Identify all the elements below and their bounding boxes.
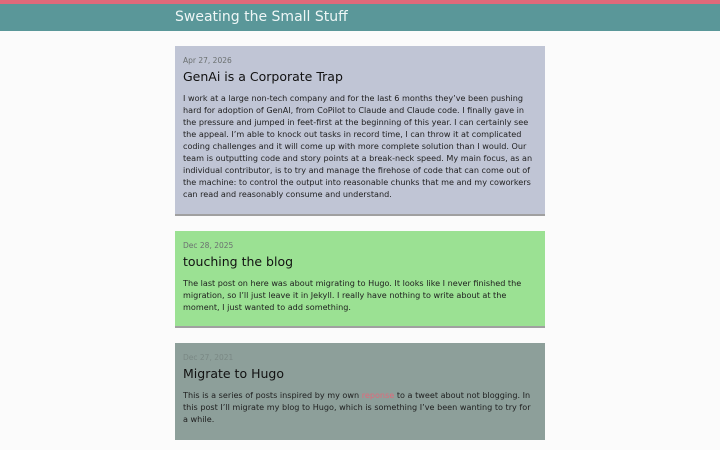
post-card — [175, 231, 545, 328]
site-title-link[interactable]: Sweating the Small Stuff — [175, 9, 348, 25]
post-card — [175, 46, 545, 216]
post-date: Dec 27, 2021 — [183, 353, 234, 362]
site-header — [0, 4, 720, 31]
excerpt-text: to a tweet about not blogging. In this post I’ll migrate my blog to Hugo, which is something I’ve been wanting to try for a while. — [183, 390, 531, 424]
excerpt-text: This is a series of posts inspired by my own — [183, 390, 362, 400]
post-excerpt — [183, 389, 537, 425]
post-excerpt: I work at a large non-tech company and for the last 6 months they’ve been pushing hard for adoption of GenAI, from CoPilot to Claude and Claude code. I finally gave in the pressure and jumped in feet-first at the beginning of this year. I can certainly see the appeal. I’m able to knock out tasks in record time, I can throw it at complicated coding challenges and it will come up with more complete solution than I would. Our team is outputting code and story points at a break-neck speed. My main focus, as an individual contributor, is to try and manage the firehose of code that can come out of the machine: to control the output into reasonable chunks that me and my coworkers can read and reasonably consume and understand. — [183, 93, 533, 199]
post-excerpt: The last post on here was about migrating to Hugo. It looks like I never finished the migration, so I’ll just leave it in Jekyll. I really have nothing to write about at the moment, I just wanted to add something. — [183, 278, 522, 312]
post-date: Apr 27, 2026 — [183, 56, 232, 65]
post-title-link[interactable]: touching the blog — [183, 254, 294, 269]
post-title-link[interactable]: GenAi is a Corporate Trap — [183, 69, 343, 84]
post-card — [175, 343, 545, 440]
reponse-link[interactable]: reponse — [361, 390, 395, 400]
post-date: Dec 28, 2025 — [183, 241, 234, 250]
post-title-link[interactable]: Migrate to Hugo — [183, 366, 284, 381]
